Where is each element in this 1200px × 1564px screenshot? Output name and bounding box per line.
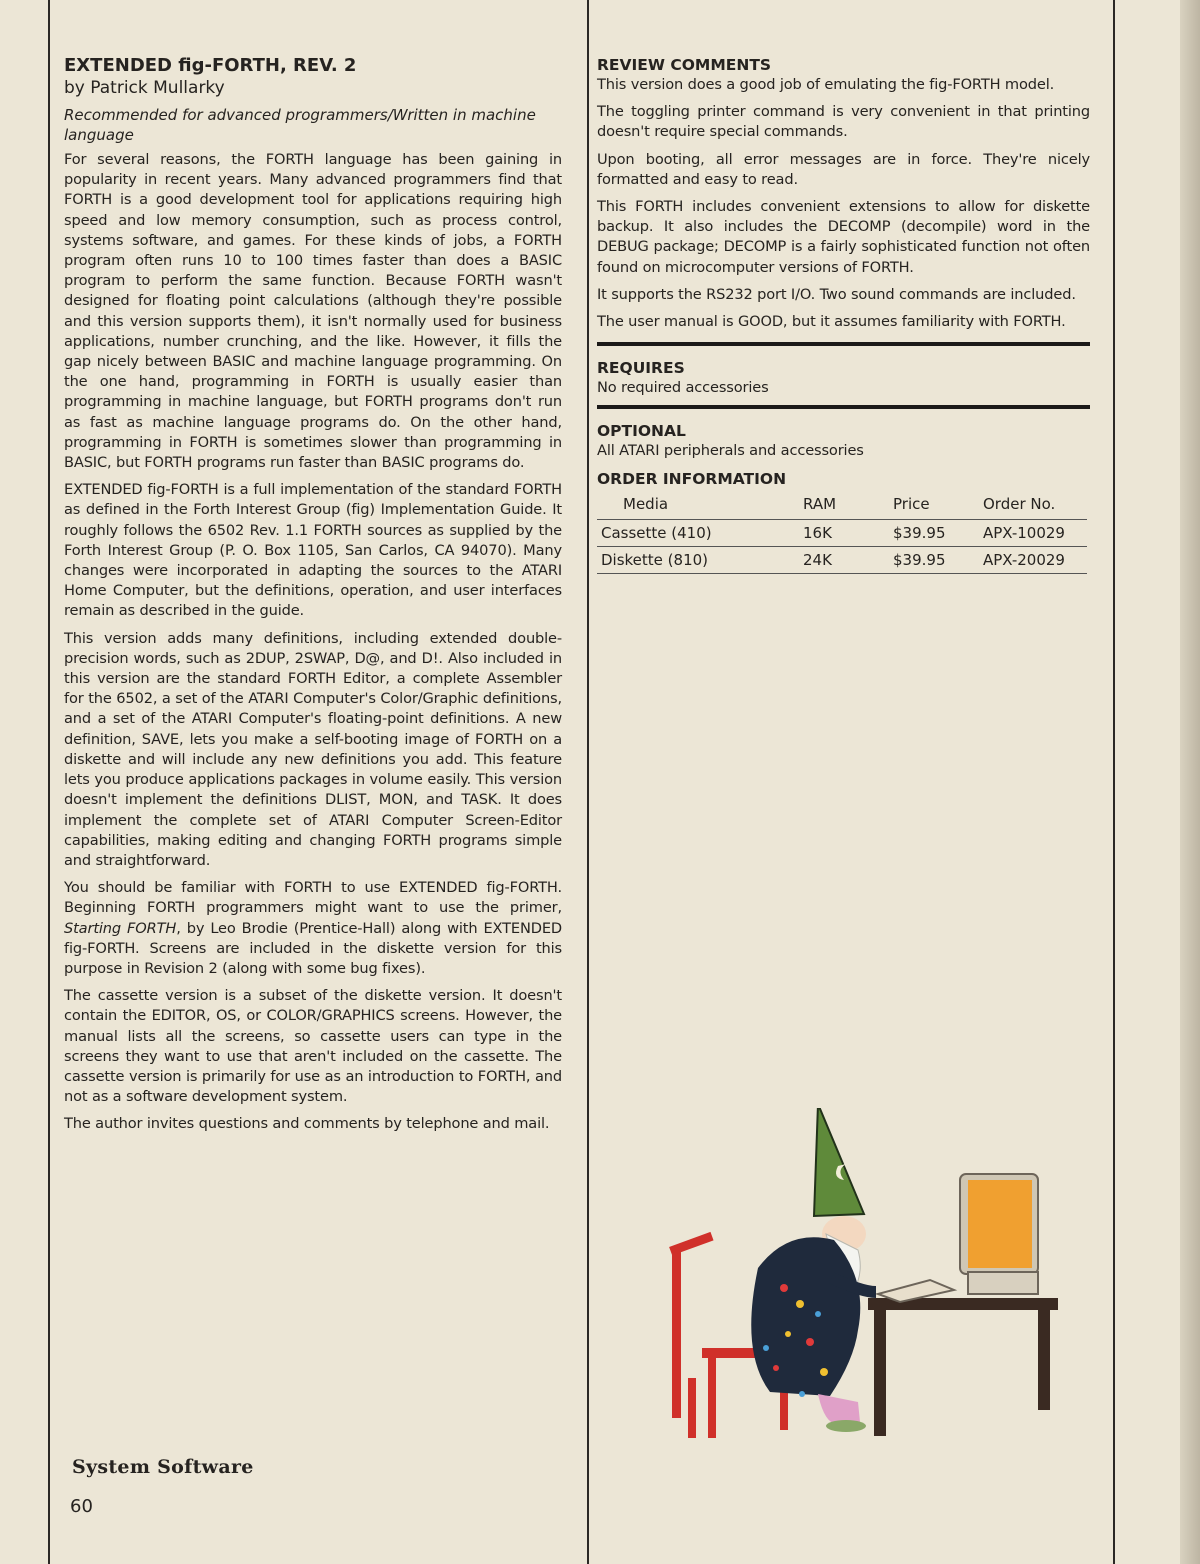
desk-icon bbox=[868, 1298, 1058, 1436]
review-paragraph: It supports the RS232 port I/O. Two sound commands are included. bbox=[597, 285, 1076, 303]
article-column bbox=[64, 55, 562, 1142]
page-edge bbox=[1180, 0, 1200, 1564]
review-heading: REVIEW COMMENTS bbox=[597, 56, 772, 74]
cell-order-no: APX-10029 bbox=[979, 519, 1087, 546]
section-divider bbox=[597, 342, 1090, 346]
cell-price: $39.95 bbox=[889, 546, 979, 573]
page-number: 60 bbox=[70, 1496, 93, 1517]
cell-media: Diskette (810) bbox=[597, 546, 799, 573]
review-paragraph: Upon booting, all error messages are in force. They're nicely formatted and easy to read. bbox=[597, 150, 1090, 188]
wizard-at-computer-illustration bbox=[668, 1108, 1076, 1438]
review-paragraph: This FORTH includes convenient extensions to allow for diskette backup. It also includes the DECOMP (decompile) word in the DEBUG package; DECOMP is a fairly sophisticated function not often found on microcomputer versions of FORTH. bbox=[597, 198, 1090, 276]
col-ram: RAM bbox=[799, 489, 889, 520]
table-row bbox=[597, 546, 1087, 573]
table-row bbox=[597, 519, 1087, 546]
right-border-rule bbox=[1113, 0, 1115, 1564]
primer-text-after: , by Leo Brodie (Prentice-Hall) along with EXTENDED fig-FORTH. Screens are included in the diskette version for this purpose in Revision 2 (along with some bug fixes). bbox=[64, 919, 562, 977]
requires-text: No required accessories bbox=[597, 379, 769, 397]
cell-ram: 16K bbox=[799, 519, 889, 546]
article-title: EXTENDED fig-FORTH, REV. 2 bbox=[64, 55, 357, 76]
article-byline: by Patrick Mullarky bbox=[64, 78, 225, 98]
section-label: System Software bbox=[72, 1456, 254, 1478]
col-price: Price bbox=[889, 489, 979, 520]
order-table bbox=[597, 489, 1087, 574]
left-border-rule bbox=[48, 0, 50, 1564]
review-paragraph: The user manual is GOOD, but it assumes familiarity with FORTH. bbox=[597, 313, 1066, 331]
cell-media: Cassette (410) bbox=[597, 519, 799, 546]
body-paragraph-primer bbox=[64, 878, 562, 979]
cell-price: $39.95 bbox=[889, 519, 979, 546]
col-media: Media bbox=[597, 489, 799, 520]
review-paragraph: The toggling printer command is very convenient in that printing doesn't require special commands. bbox=[597, 103, 1090, 141]
review-paragraph: This version does a good job of emulating the fig-FORTH model. bbox=[597, 76, 1055, 93]
body-paragraph: The author invites questions and comments by telephone and mail. bbox=[64, 1115, 550, 1133]
cell-order-no: APX-20029 bbox=[979, 546, 1087, 573]
book-title: Starting FORTH bbox=[64, 919, 177, 937]
sidebar-column bbox=[597, 55, 1090, 574]
body-paragraph: EXTENDED fig-FORTH is a full implementation of the standard FORTH as defined in the Forth Interest Group (fig) Implementation Guide. It roughly follows the 6502 Rev. 1.1 FORTH sources as supplied by the Forth Interest Group (P. O. Box 1105, San Carlos, CA 94070). Many changes were incorporated in adapting the sources to the ATARI Home Computer, but the definitions, operation, and user interfaces remain as described in the guide. bbox=[64, 481, 562, 620]
primer-text-before: You should be familiar with FORTH to use EXTENDED fig-FORTH. Beginning FORTH programmers might want to use the primer, bbox=[64, 879, 562, 917]
order-heading: ORDER INFORMATION bbox=[597, 469, 787, 488]
section-divider bbox=[597, 405, 1090, 409]
requires-heading: REQUIRES bbox=[597, 359, 685, 378]
col-order-no: Order No. bbox=[979, 489, 1087, 520]
body-paragraph: For several reasons, the FORTH language has been gaining in popularity in recent years. Many advanced programmers find that FORTH is a good development tool for applications requiring high speed and low memory consumption, such as process control, systems software, and games. For these kinds of jobs, a FORTH program often runs 10 to 100 times faster than does a BASIC program to perform the same function. Because FORTH wasn't designed for floating point calculations (although they're possible and this version supports them), it isn't normally used for business applications, number crunching, and the like. However, it fills the gap nicely between BASIC and machine language programming. On the one hand, programming in FORTH is usually easier than programming in machine language, but FORTH programs don't run as fast as machine language programs do. On the other hand, programming in FORTH is sometimes slower than programming in BASIC, but FORTH programs run faster than BASIC programs do. bbox=[64, 151, 562, 472]
optional-heading: OPTIONAL bbox=[597, 422, 686, 441]
column-divider bbox=[587, 0, 589, 1564]
optional-text: All ATARI peripherals and accessories bbox=[597, 442, 864, 460]
cell-ram: 24K bbox=[799, 546, 889, 573]
order-table-header bbox=[597, 489, 1087, 520]
wizard-icon bbox=[751, 1108, 876, 1432]
computer-monitor-icon bbox=[878, 1174, 1038, 1302]
body-paragraph: The cassette version is a subset of the diskette version. It doesn't contain the EDITOR, OS, or COLOR/GRAPHICS screens. However, the manual lists all the screens, so cassette users can type in the screens they want to use that aren't included on the cassette. The cassette version is primarily for use as an introduction to FORTH, and not as a software development system. bbox=[64, 987, 562, 1106]
body-paragraph: This version adds many definitions, including extended double-precision words, such as 2DUP, 2SWAP, D@, and D!. Also included in this version are the standard FORTH Editor, a complete Assembler for the 6502, a set of the ATARI Computer's Color/Graphic definitions, and a set of the ATARI Computer's floating-point definitions. A new definition, SAVE, lets you make a self-booting image of FORTH on a diskette and will include any new definitions you add. This feature lets you produce applications packages in volume easily. This version doesn't implement the definitions DLIST, MON, and TASK. It does implement the complete set of ATARI Computer Screen-Editor capabilities, making editing and changing FORTH programs simple and straightforward. bbox=[64, 629, 562, 869]
recommendation-note: Recommended for advanced programmers/Written in machine language bbox=[64, 106, 536, 144]
